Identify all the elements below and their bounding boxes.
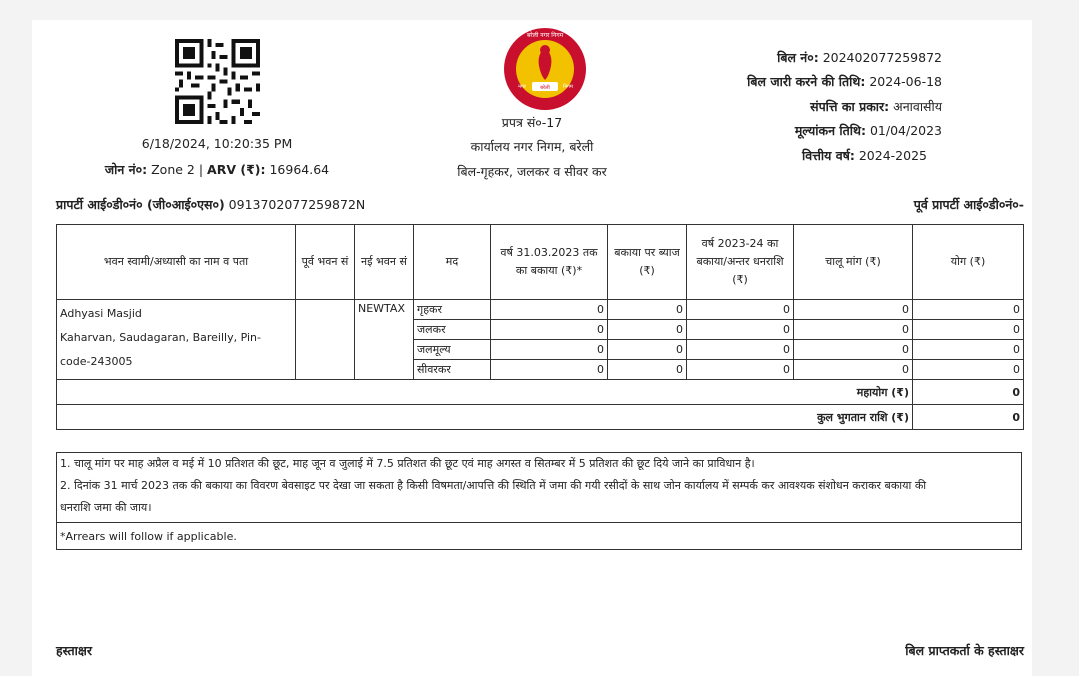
table-header-row [57,225,1024,300]
arv-value: 16964.64 [269,162,330,177]
table-row: Adhyasi Masjid Kaharvan, Saudagaran, Bareilly, Pin- code-243005 NEWTAX गृहकर 0 0 0 0 0 [57,300,1024,320]
col-arrears: वर्ष 31.03.2023 तक का बकाया (₹)* [491,225,608,300]
grand-total-value: 0 [913,380,1024,405]
financial-year: वित्तीय वर्ष: 2024-2025 [802,148,927,163]
owner-cell: Adhyasi Masjid Kaharvan, Saudagaran, Bareilly, Pin- code-243005 [57,300,296,380]
bill-page [32,20,1032,676]
tax-type: बिल-गृहकर, जलकर व सीवर कर [457,164,607,179]
grand-total-row [57,380,1024,405]
issue-date: बिल जारी करने की तिथि: 2024-06-18 [747,74,942,89]
total-payable-label: कुल भुगतान राशि (₹) [57,405,913,430]
table-row: जलमूल्य 0 0 0 0 0 [57,340,1024,360]
logo-left-text: नगर [518,84,526,90]
property-type: संपत्ति का प्रकार: अनावासीय [810,99,942,114]
col-interest: बकाया पर ब्याज (₹) [608,225,687,300]
bill-number: बिल नं०: 20240207725987​2 [777,50,942,65]
qr-code [175,39,260,124]
prev-property-id: पूर्व प्रापर्टी आई०डी०नं०- [913,197,1024,212]
property-id: प्रापर्टी आई०डी०नं० (जी०आई०एस०) 0913702077259872N [56,197,366,212]
table-row: जलकर 0 0 0 0 0 [57,320,1024,340]
note-1: 1. चालू मांग पर माह अप्रैल व मई में 10 प्रतिशत की छूट, माह जून व जुलाई में 7.5 प्रतिशत की छूट एवं माह अगस्त व सितम्बर में 5 प्रतिशत की छूट दिये जाने का प्राविधान है। [60,457,755,470]
grand-total-label: महायोग (₹) [57,380,913,405]
note-2-cont: धनराशि जमा की जाय। [60,501,152,514]
print-datetime: 6/18/2024, 10:20:35 PM [141,136,293,151]
zone-arv-line: जोन नं०: Zone 2 | ARV (₹): 16964.64 [104,162,330,177]
arrears-note: *Arrears will follow if applicable. [56,523,1022,550]
table-row: सीवरकर 0 0 0 0 0 [57,360,1024,380]
assessment-date: मूल्यांकन तिथि: 01/04/2023 [794,123,942,138]
total-payable-value: 0 [913,405,1024,430]
col-total: योग (₹) [913,225,1024,300]
form-number: प्रपत्र सं०-17 [501,115,563,130]
zone-value: Zone 2 [151,162,195,177]
col-owner: भवन स्वामी/अध्यासी का नाम व पता [57,225,296,300]
recipient-signature-label: बिल प्राप्तकर्ता के हस्ताक्षर [905,643,1024,658]
col-prev-building: पूर्व भवन सं [296,225,355,300]
col-new-building: नई भवन सं [355,225,414,300]
nagar-nigam-logo [502,26,588,112]
logo-top-text: बरेली नगर निगम [526,32,564,39]
note-2: 2. दिनांक 31 मार्च 2023 तक की बकाया का विवरण बेवसाइट पर देखा जा सकता है किसी विषमता/आपत्ति की स्थिति में जमा की गयी रसीदों के साथ जोन कार्यालय में सम्पर्क कर आवश्यक संशोधन कराकर बकाया की [60,479,927,492]
logo-bottom-text: बरेली [540,85,550,91]
tax-table [56,224,1024,430]
new-building-no: NEWTAX [355,300,414,380]
logo-right-text: निगम [563,84,573,90]
zone-label: जोन नं०: [104,162,148,177]
office-name: कार्यालय नगर निगम, बरेली [470,139,594,154]
arv-label: ARV (₹): [207,162,266,177]
col-diff: वर्ष 2023-24 का बकाया/अन्तर धनराशि (₹) [687,225,794,300]
notes-box [56,452,1022,523]
col-item: मद [414,225,491,300]
col-current: चालू मांग (₹) [794,225,913,300]
total-payable-row [57,405,1024,430]
signature-label: हस्ताक्षर [56,643,92,658]
